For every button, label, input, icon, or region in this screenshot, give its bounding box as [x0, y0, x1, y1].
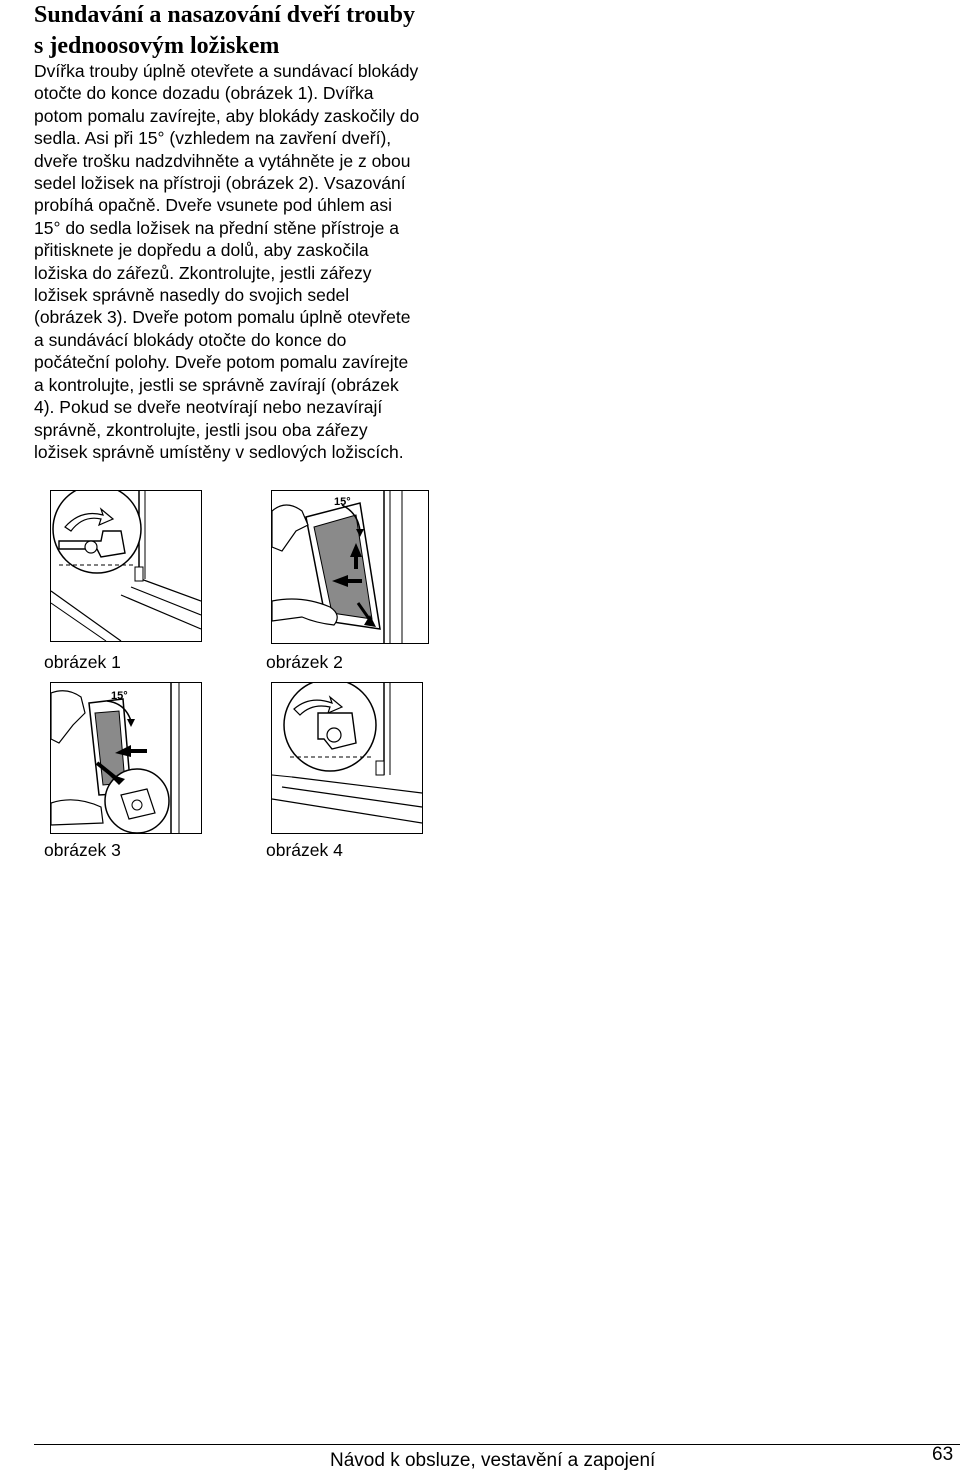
figure-4-illustration [271, 682, 423, 834]
text-line: ložiska do zářezů. Zkontrolujte, jestli zářezy [34, 262, 372, 283]
footer-title: Návod k obsluze, vestavění a zapojení [330, 1450, 656, 1471]
text-line: počáteční polohy. Dveře potom pomalu zavírejte [34, 352, 409, 373]
figure-1-caption: obrázek 1 [44, 652, 121, 672]
text-line: probíhá opačně. Dveře vsunete pod úhlem asi [34, 195, 393, 216]
text-line: potom pomalu zavírejte, aby blokády zaskočily do [34, 105, 420, 126]
text-line: (obrázek 3). Dveře potom pomalu úplně otevřete [34, 307, 411, 328]
figure-1-illustration [50, 490, 202, 642]
footer-divider [34, 1444, 960, 1445]
figure-2-caption: obrázek 2 [266, 652, 343, 672]
page-title [34, 0, 494, 62]
text-line: správně, zkontrolujte, jestli jsou oba zářezy [34, 419, 368, 440]
title-line-2: s jednoosovým ložiskem [34, 33, 280, 59]
figure-2-angle-label: 15° [334, 496, 351, 508]
figure-2-illustration [271, 490, 429, 644]
title-line-1: Sundavání a nasazování dveří trouby [34, 2, 415, 28]
text-line: sedla. Asi při 15° (vzhledem na zavření dveří), [34, 128, 392, 149]
text-line: ložisek správně umístěny v sedlových ložiscích. [34, 441, 404, 462]
instructions-paragraph [34, 60, 474, 463]
figure-3-angle-label: 15° [111, 690, 128, 702]
page-number: 63 [932, 1444, 954, 1465]
text-line: a sundávácí blokády otočte do konce do [34, 329, 347, 350]
text-line: 4). Pokud se dveře neotvírají nebo nezavírají [34, 397, 383, 418]
text-line: sedel ložisek na přístroji (obrázek 2). Vsazování [34, 173, 406, 194]
text-line: přitisknete je dopředu a dolů, aby zaskočila [34, 240, 369, 261]
text-line: 15° do sedla ložisek na přední stěne přístroje a [34, 217, 399, 238]
figure-3-caption: obrázek 3 [44, 840, 121, 860]
text-line: ložisek správně nasedly do svojich sedel [34, 285, 350, 306]
text-line: Dvířka trouby úplně otevřete a sundávací blokády [34, 61, 419, 81]
figure-4-caption: obrázek 4 [266, 840, 343, 860]
figure-3-illustration [50, 682, 202, 834]
text-line: dveře trošku nadzdvihněte a vytáhněte je z obou [34, 150, 411, 171]
text-line: a kontrolujte, jestli se správně zavírají (obrázek [34, 374, 399, 395]
text-line: otočte do konce dozadu (obrázek 1). Dvířka [34, 83, 374, 104]
